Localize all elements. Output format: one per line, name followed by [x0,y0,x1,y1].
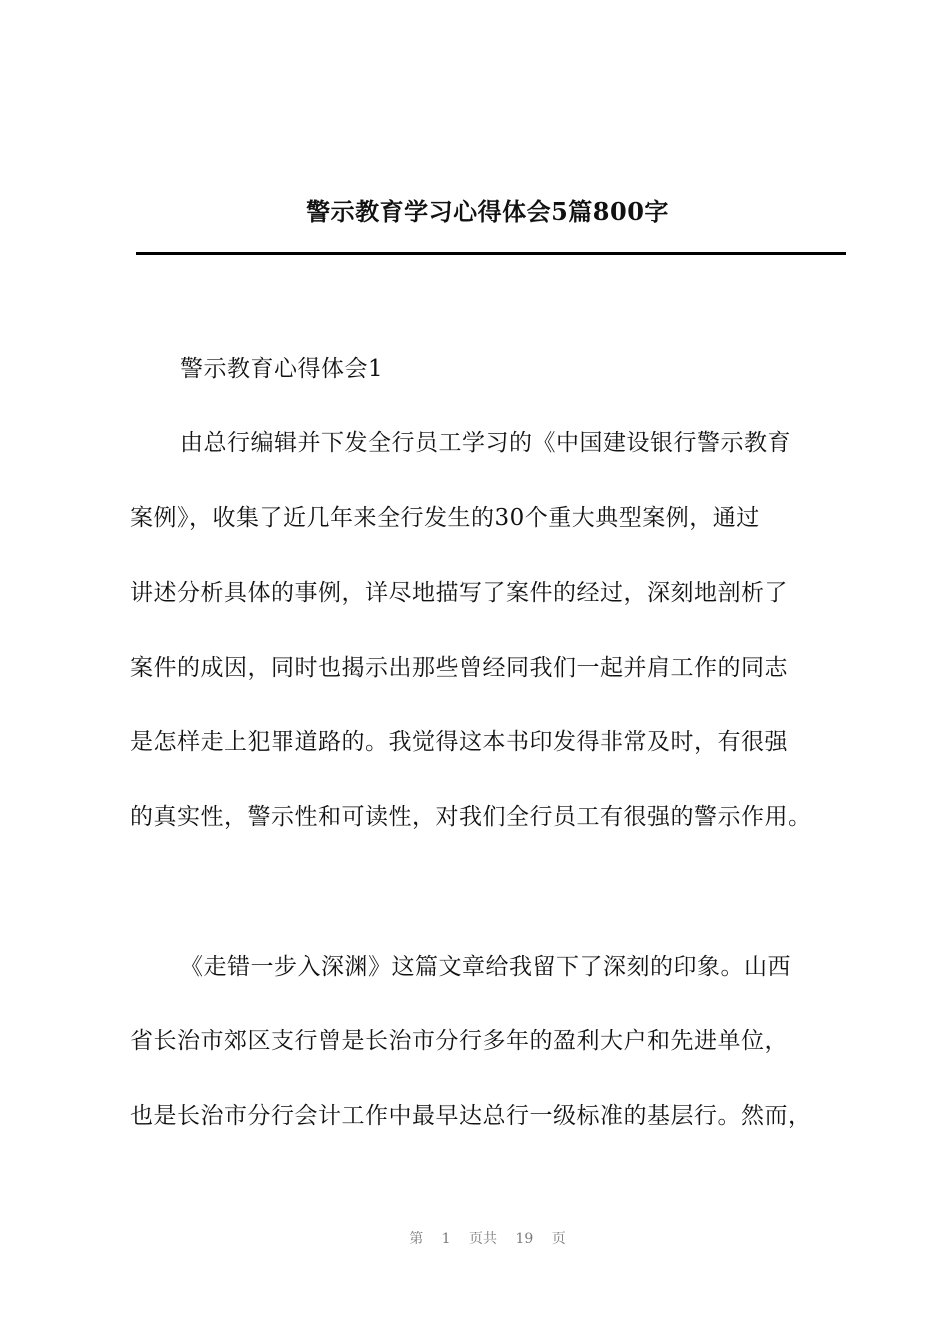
section-heading: 警示教育心得体会1 [180,356,384,382]
paragraph-line: 案例》，收集了近几年来全行发生的30个重大典型案例，通过 [130,505,760,531]
title-underline [136,252,846,255]
total-pages-number: 19 [515,1231,534,1247]
footer-prefix: 第 [409,1231,424,1247]
paragraph-line: 《走错一步入深渊》这篇文章给我留下了深刻的印象。山西 [180,954,791,980]
paragraph-line: 讲述分析具体的事例，详尽地描写了案件的经过，深刻地剖析了 [130,580,788,606]
paragraph-line: 的真实性，警示性和可读性，对我们全行员工有很强的警示作用。 [130,804,812,830]
document-title: 警示教育学习心得体会5篇800字 [306,197,669,226]
paragraph-line: 是怎样走上犯罪道路的。我觉得这本书印发得非常及时，有很强 [130,729,788,755]
paragraph-line: 案件的成因，同时也揭示出那些曾经同我们一起并肩工作的同志 [130,655,788,681]
current-page-number: 1 [441,1231,451,1247]
paragraph-line: 省长治市郊区支行曾是长治市分行多年的盈利大户和先进单位， [130,1028,788,1054]
footer-suffix: 页 [551,1231,566,1247]
paragraph-line: 也是长治市分行会计工作中最早达总行一级标准的基层行。然而， [130,1103,812,1129]
page-footer [0,1229,950,1249]
footer-middle: 页共 [469,1231,498,1247]
paragraph-line: 由总行编辑并下发全行员工学习的《中国建设银行警示教育 [180,430,791,456]
